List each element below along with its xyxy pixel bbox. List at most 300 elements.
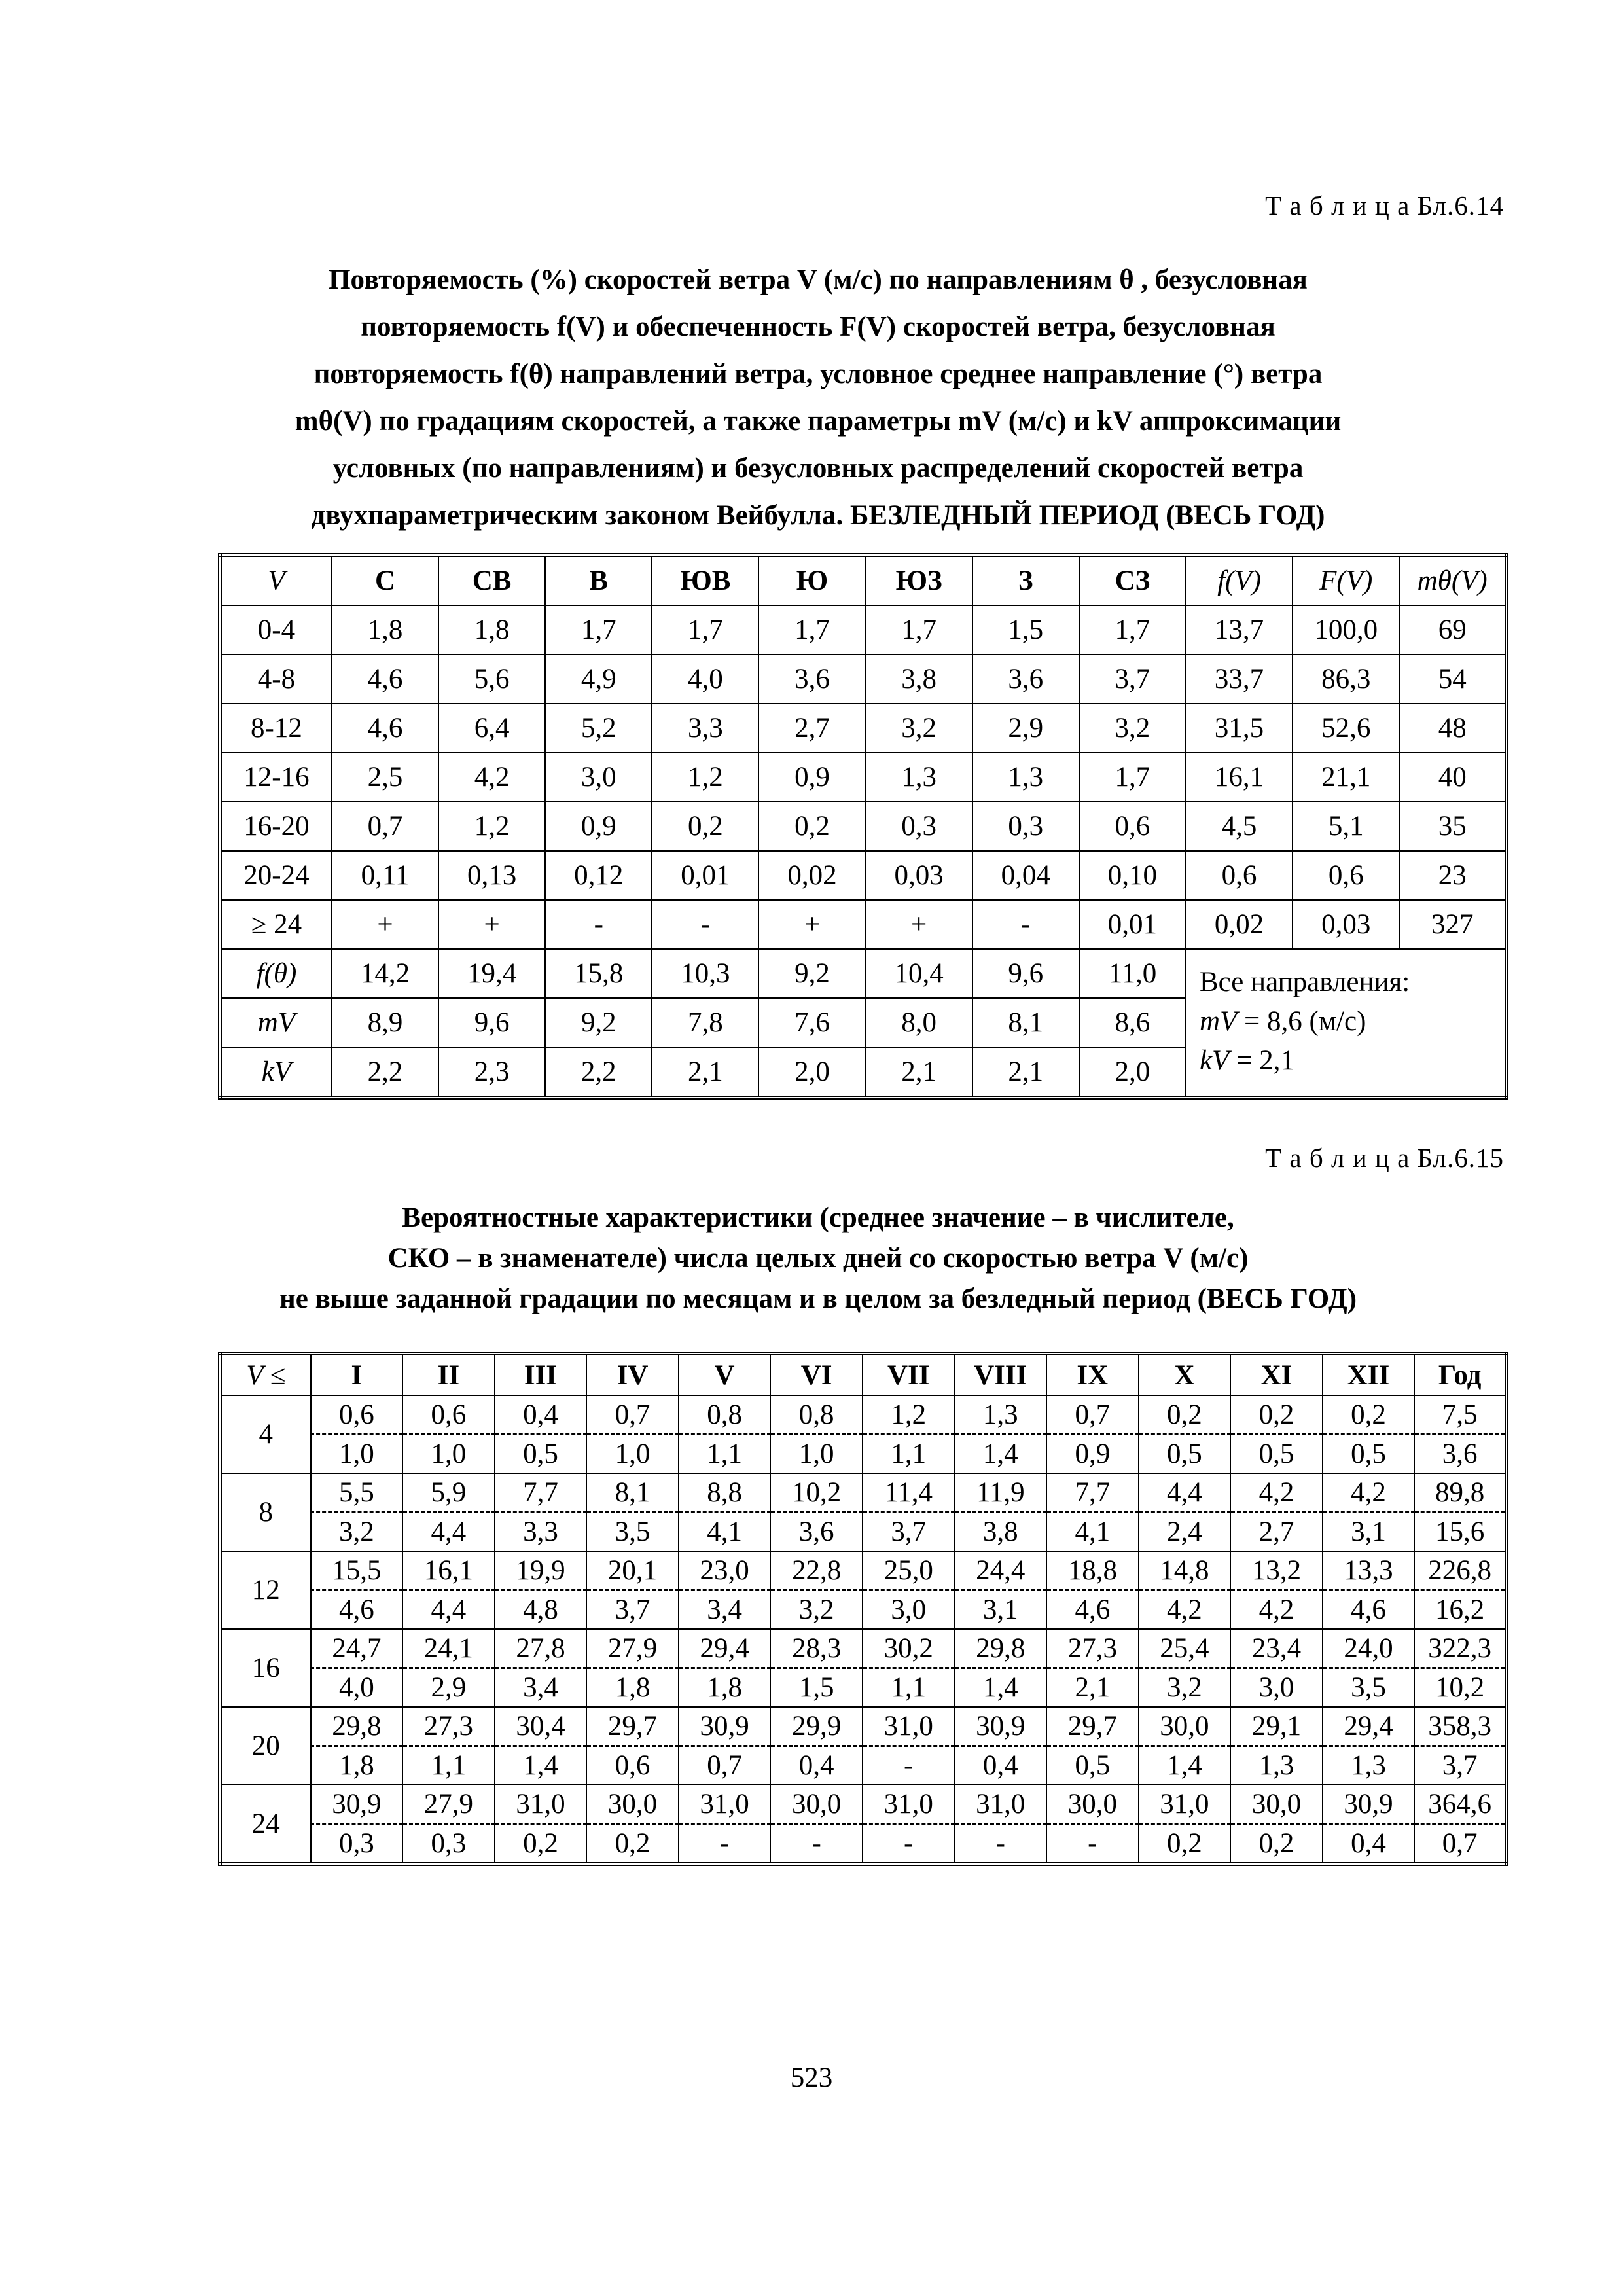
sd-value: 1,3	[1230, 1746, 1323, 1785]
table-cell: 1,8	[438, 605, 545, 655]
title-line: условных (по направлениям) и безусловных распределений скоростей ветра	[332, 453, 1304, 484]
table-cell: 1,7	[866, 605, 972, 655]
table-cell: 100,0	[1293, 605, 1399, 655]
mean-value: 27,8	[495, 1629, 587, 1668]
table-cell: 4,0	[652, 655, 758, 704]
table-cell: 40	[1399, 753, 1507, 802]
table-cell: 8,0	[866, 998, 972, 1047]
mean-value: 31,0	[863, 1707, 955, 1746]
mean-value: 29,8	[954, 1629, 1046, 1668]
column-header: F(V)	[1293, 555, 1399, 605]
table-cell: 3,2	[866, 704, 972, 753]
table-cell: +	[866, 900, 972, 949]
table-cell: 4,6	[332, 655, 438, 704]
column-header: V ≤	[220, 1354, 311, 1395]
mean-value: 23,0	[679, 1551, 771, 1590]
table-cell: 54	[1399, 655, 1507, 704]
table-cell: 1,3	[866, 753, 972, 802]
row-label: 8-12	[220, 704, 332, 753]
row-label: kV	[220, 1047, 332, 1098]
sd-value: 3,7	[586, 1590, 679, 1630]
table-cell: 0,11	[332, 851, 438, 900]
table-cell: 6,4	[438, 704, 545, 753]
column-header: IV	[586, 1354, 679, 1395]
sd-row	[220, 1435, 1507, 1474]
sd-value: -	[954, 1824, 1046, 1865]
mean-value: 19,9	[495, 1551, 587, 1590]
table-cell: 0,2	[652, 802, 758, 851]
sd-value: 1,0	[402, 1435, 495, 1474]
sd-value: 1,0	[311, 1435, 403, 1474]
table-cell: 0,3	[972, 802, 1079, 851]
sd-value: 2,1	[1046, 1668, 1139, 1708]
table-cell: 0,13	[438, 851, 545, 900]
sd-row	[220, 1746, 1507, 1785]
mean-value: 7,5	[1414, 1395, 1507, 1435]
column-header: XI	[1230, 1354, 1323, 1395]
table-cell: 15,8	[545, 949, 652, 998]
sd-value: 0,2	[1139, 1824, 1231, 1865]
sd-value: 3,1	[1323, 1513, 1415, 1552]
mean-value: 29,7	[1046, 1707, 1139, 1746]
mean-value: 30,9	[954, 1707, 1046, 1746]
sd-row	[220, 1590, 1507, 1630]
level-label: 16	[220, 1629, 311, 1707]
sd-value: 1,0	[586, 1435, 679, 1474]
mean-value: 25,4	[1139, 1629, 1231, 1668]
mean-value: 30,4	[495, 1707, 587, 1746]
mean-value: 0,8	[679, 1395, 771, 1435]
sd-value: 4,6	[311, 1590, 403, 1630]
mean-value: 24,4	[954, 1551, 1046, 1590]
sd-value: 2,9	[402, 1668, 495, 1708]
table-cell: 3,2	[1079, 704, 1186, 753]
table-cell: 3,7	[1079, 655, 1186, 704]
mean-row	[220, 1395, 1507, 1435]
mean-value: 27,3	[402, 1707, 495, 1746]
note-line: Все направления:	[1199, 967, 1410, 997]
sd-value: 1,8	[679, 1668, 771, 1708]
table-cell: +	[438, 900, 545, 949]
mean-value: 14,8	[1139, 1551, 1231, 1590]
mean-value: 0,2	[1139, 1395, 1231, 1435]
sd-value: 0,5	[1139, 1435, 1231, 1474]
level-label: 4	[220, 1395, 311, 1473]
sd-value: 3,2	[1139, 1668, 1231, 1708]
column-header: ЮВ	[652, 555, 758, 605]
table-cell: -	[545, 900, 652, 949]
table-cell: 3,0	[545, 753, 652, 802]
note-line	[1200, 1002, 1505, 1041]
mean-row	[220, 1551, 1507, 1590]
sd-value: 0,2	[1230, 1824, 1323, 1865]
mean-value: 31,0	[954, 1785, 1046, 1824]
table-cell: 1,7	[545, 605, 652, 655]
mean-value: 30,0	[1046, 1785, 1139, 1824]
table-cell: 7,8	[652, 998, 758, 1047]
table-cell: 0,9	[758, 753, 865, 802]
mean-value: 29,8	[311, 1707, 403, 1746]
table-cell: 8,6	[1079, 998, 1186, 1047]
mean-value: 4,2	[1230, 1473, 1323, 1513]
table-cell: 0,02	[1186, 900, 1293, 949]
table-cell: 2,0	[1079, 1047, 1186, 1098]
table-cell: 35	[1399, 802, 1507, 851]
table-cell: 52,6	[1293, 704, 1399, 753]
table-cell: 19,4	[438, 949, 545, 998]
note-line	[1200, 1041, 1505, 1081]
sd-value: 0,2	[586, 1824, 679, 1865]
mean-value: 24,7	[311, 1629, 403, 1668]
table-cell: 10,4	[866, 949, 972, 998]
mean-value: 29,1	[1230, 1707, 1323, 1746]
table-cell: 13,7	[1186, 605, 1293, 655]
table-cell: 0,02	[758, 851, 865, 900]
column-header: XII	[1323, 1354, 1415, 1395]
table-cell: +	[332, 900, 438, 949]
mean-value: 31,0	[1139, 1785, 1231, 1824]
sd-value: 16,2	[1414, 1590, 1507, 1630]
param-row	[220, 949, 1507, 998]
mean-value: 30,0	[586, 1785, 679, 1824]
sd-value: 1,4	[954, 1435, 1046, 1474]
sd-value: 1,4	[1139, 1746, 1231, 1785]
sd-value: 0,5	[1323, 1435, 1415, 1474]
table-cell: 1,5	[972, 605, 1079, 655]
table-row	[220, 851, 1507, 900]
title-line: повторяемость f(V) и обеспеченность F(V) скоростей ветра, безусловная	[361, 312, 1275, 342]
table-cell: 0,01	[1079, 900, 1186, 949]
table-cell: +	[758, 900, 865, 949]
column-header: ЮЗ	[866, 555, 972, 605]
sd-value: -	[1046, 1824, 1139, 1865]
mean-value: 0,8	[770, 1395, 863, 1435]
title-line: mθ(V) по градациям скоростей, а также параметры mV (м/с) и kV аппроксимации	[294, 406, 1342, 437]
table-cell: 327	[1399, 900, 1507, 949]
sd-value: 15,6	[1414, 1513, 1507, 1552]
sd-value: 3,3	[495, 1513, 587, 1552]
mean-value: 358,3	[1414, 1707, 1507, 1746]
mean-value: 8,1	[586, 1473, 679, 1513]
sd-value: 1,5	[770, 1668, 863, 1708]
sd-value: 2,4	[1139, 1513, 1231, 1552]
mean-value: 18,8	[1046, 1551, 1139, 1590]
mean-value: 30,0	[1139, 1707, 1231, 1746]
mean-value: 24,1	[402, 1629, 495, 1668]
table-cell: 9,2	[545, 998, 652, 1047]
table-cell: 4,5	[1186, 802, 1293, 851]
column-header: Ю	[758, 555, 865, 605]
table2-caption: Т а б л и ц а Бл.6.15	[1265, 1143, 1504, 1173]
mean-value: 27,9	[586, 1629, 679, 1668]
column-header: СЗ	[1079, 555, 1186, 605]
title-line: Вероятностные характеристики (среднее значение – в числителе,	[402, 1202, 1234, 1233]
mean-row	[220, 1707, 1507, 1746]
table-cell: 3,6	[972, 655, 1079, 704]
mean-value: 31,0	[863, 1785, 955, 1824]
mean-row	[220, 1473, 1507, 1513]
mean-value: 7,7	[495, 1473, 587, 1513]
table-cell: 3,6	[758, 655, 865, 704]
column-header: VI	[770, 1354, 863, 1395]
calm-days-table	[218, 1352, 1508, 1866]
sd-value: 3,0	[1230, 1668, 1323, 1708]
sd-value: 0,6	[586, 1746, 679, 1785]
table-cell: 2,3	[438, 1047, 545, 1098]
table-cell: 1,7	[1079, 753, 1186, 802]
table-cell: 4,6	[332, 704, 438, 753]
table-cell: 2,9	[972, 704, 1079, 753]
table-cell: 1,7	[758, 605, 865, 655]
table-cell: 2,0	[758, 1047, 865, 1098]
sd-value: 4,0	[311, 1668, 403, 1708]
mean-value: 0,2	[1323, 1395, 1415, 1435]
table-cell: 0,04	[972, 851, 1079, 900]
table1-caption: Т а б л и ц а Бл.6.14	[1265, 190, 1504, 221]
column-header: В	[545, 555, 652, 605]
table-cell: 8,1	[972, 998, 1079, 1047]
sd-value: 1,8	[311, 1746, 403, 1785]
sd-value: 0,2	[495, 1824, 587, 1865]
sd-row	[220, 1824, 1507, 1865]
mean-value: 24,0	[1323, 1629, 1415, 1668]
table2-title	[196, 1198, 1440, 1319]
sd-value: 3,2	[770, 1590, 863, 1630]
title-line: не выше заданной градации по месяцам и в целом за безледный период (ВЕСЬ ГОД)	[279, 1283, 1357, 1314]
table-cell: 9,6	[972, 949, 1079, 998]
sd-row	[220, 1513, 1507, 1552]
column-header: I	[311, 1354, 403, 1395]
all-directions-note	[1186, 949, 1507, 1098]
mean-value: 30,9	[1323, 1785, 1415, 1824]
column-header: VII	[863, 1354, 955, 1395]
table-cell: 0,6	[1079, 802, 1186, 851]
mean-value: 20,1	[586, 1551, 679, 1590]
table-cell: 7,6	[758, 998, 865, 1047]
sd-value: -	[863, 1746, 955, 1785]
table-cell: 0,6	[1293, 851, 1399, 900]
sd-value: 3,1	[954, 1590, 1046, 1630]
sd-value: 0,4	[1323, 1824, 1415, 1865]
table-cell: 0,3	[866, 802, 972, 851]
column-header: СВ	[438, 555, 545, 605]
table-cell: 4,9	[545, 655, 652, 704]
sd-value: 0,3	[311, 1824, 403, 1865]
row-label: mV	[220, 998, 332, 1047]
column-header: X	[1139, 1354, 1231, 1395]
mean-row	[220, 1785, 1507, 1824]
sd-value: 4,6	[1046, 1590, 1139, 1630]
table-cell: 0,03	[1293, 900, 1399, 949]
table-cell: 1,7	[1079, 605, 1186, 655]
sd-value: 4,1	[1046, 1513, 1139, 1552]
mean-value: 30,9	[311, 1785, 403, 1824]
table-cell: 31,5	[1186, 704, 1293, 753]
row-label: 4-8	[220, 655, 332, 704]
table-cell: 0,7	[332, 802, 438, 851]
sd-value: 3,0	[863, 1590, 955, 1630]
sd-value: 0,5	[1230, 1435, 1323, 1474]
mean-value: 5,9	[402, 1473, 495, 1513]
table-cell: 86,3	[1293, 655, 1399, 704]
note-var: kV	[1199, 1045, 1230, 1076]
title-line: двухпараметрическим законом Вейбулла. БЕЗЛЕДНЫЙ ПЕРИОД (ВЕСЬ ГОД)	[311, 500, 1325, 531]
note-value: = 2,1	[1229, 1045, 1294, 1076]
table-cell: 5,6	[438, 655, 545, 704]
sd-value: 0,5	[495, 1435, 587, 1474]
column-header: VIII	[954, 1354, 1046, 1395]
mean-value: 13,2	[1230, 1551, 1323, 1590]
sd-value: 0,5	[1046, 1746, 1139, 1785]
table-header-row	[220, 555, 1507, 605]
table-cell: 16,1	[1186, 753, 1293, 802]
sd-value: 4,2	[1139, 1590, 1231, 1630]
sd-value: 1,3	[1323, 1746, 1415, 1785]
level-label: 20	[220, 1707, 311, 1785]
mean-value: 0,7	[586, 1395, 679, 1435]
row-label: f(θ)	[220, 949, 332, 998]
column-header: IX	[1046, 1354, 1139, 1395]
table-cell: 3,8	[866, 655, 972, 704]
column-header: С	[332, 555, 438, 605]
mean-value: 13,3	[1323, 1551, 1415, 1590]
mean-value: 364,6	[1414, 1785, 1507, 1824]
level-label: 8	[220, 1473, 311, 1551]
mean-value: 0,4	[495, 1395, 587, 1435]
title-line: повторяемость f(θ) направлений ветра, условное среднее направление (°) ветра	[313, 359, 1323, 389]
table-cell: 1,3	[972, 753, 1079, 802]
table-cell: 2,2	[545, 1047, 652, 1098]
table-cell: 2,5	[332, 753, 438, 802]
mean-value: 10,2	[770, 1473, 863, 1513]
level-label: 24	[220, 1785, 311, 1864]
column-header: V	[220, 555, 332, 605]
sd-value: 3,2	[311, 1513, 403, 1552]
sd-value: 1,0	[770, 1435, 863, 1474]
row-label: ≥ 24	[220, 900, 332, 949]
sd-value: 2,7	[1230, 1513, 1323, 1552]
mean-value: 4,2	[1323, 1473, 1415, 1513]
mean-value: 11,9	[954, 1473, 1046, 1513]
table-cell: 11,0	[1079, 949, 1186, 998]
table-cell: 1,7	[652, 605, 758, 655]
mean-value: 22,8	[770, 1551, 863, 1590]
mean-value: 0,6	[402, 1395, 495, 1435]
sd-value: 0,9	[1046, 1435, 1139, 1474]
sd-value: 3,5	[1323, 1668, 1415, 1708]
sd-value: -	[770, 1824, 863, 1865]
row-label: 20-24	[220, 851, 332, 900]
table-cell: -	[972, 900, 1079, 949]
mean-row	[220, 1629, 1507, 1668]
mean-value: 7,7	[1046, 1473, 1139, 1513]
table-header-row	[220, 1354, 1507, 1395]
mean-value: 31,0	[495, 1785, 587, 1824]
table-cell: 2,1	[972, 1047, 1079, 1098]
mean-value: 30,0	[1230, 1785, 1323, 1824]
mean-value: 89,8	[1414, 1473, 1507, 1513]
mean-value: 23,4	[1230, 1629, 1323, 1668]
note-var: mV	[1199, 1006, 1238, 1037]
column-header: III	[495, 1354, 587, 1395]
table-cell: 8,9	[332, 998, 438, 1047]
sd-value: -	[679, 1824, 771, 1865]
table-cell: 5,1	[1293, 802, 1399, 851]
table-cell: 69	[1399, 605, 1507, 655]
mean-value: 1,3	[954, 1395, 1046, 1435]
sd-value: 4,1	[679, 1513, 771, 1552]
sd-value: 3,8	[954, 1513, 1046, 1552]
mean-value: 15,5	[311, 1551, 403, 1590]
mean-value: 31,0	[679, 1785, 771, 1824]
title-line: СКО – в знаменателе) числа целых дней со скоростью ветра V (м/с)	[387, 1243, 1249, 1274]
sd-value: 0,4	[770, 1746, 863, 1785]
mean-value: 0,6	[311, 1395, 403, 1435]
mean-value: 29,4	[679, 1629, 771, 1668]
sd-value: 3,6	[1414, 1435, 1507, 1474]
table-cell: 0,2	[758, 802, 865, 851]
column-header: f(V)	[1186, 555, 1293, 605]
level-label: 12	[220, 1551, 311, 1629]
mean-value: 28,3	[770, 1629, 863, 1668]
mean-value: 322,3	[1414, 1629, 1507, 1668]
table-cell: 2,1	[866, 1047, 972, 1098]
table-cell: 0,9	[545, 802, 652, 851]
mean-value: 16,1	[402, 1551, 495, 1590]
sd-value: 1,1	[863, 1668, 955, 1708]
table-cell: 10,3	[652, 949, 758, 998]
mean-value: 25,0	[863, 1551, 955, 1590]
sd-value: 0,3	[402, 1824, 495, 1865]
mean-value: 30,2	[863, 1629, 955, 1668]
sd-value: 1,1	[402, 1746, 495, 1785]
column-header: V	[679, 1354, 771, 1395]
table-cell: 0,10	[1079, 851, 1186, 900]
mean-value: 30,0	[770, 1785, 863, 1824]
table-cell: 48	[1399, 704, 1507, 753]
table-row	[220, 900, 1507, 949]
sd-value: 3,4	[495, 1668, 587, 1708]
sd-value: 0,7	[679, 1746, 771, 1785]
table-cell: 2,7	[758, 704, 865, 753]
table-row	[220, 753, 1507, 802]
table-cell: 21,1	[1293, 753, 1399, 802]
mean-value: 27,9	[402, 1785, 495, 1824]
mean-value: 5,5	[311, 1473, 403, 1513]
sd-value: -	[863, 1824, 955, 1865]
sd-value: 1,4	[495, 1746, 587, 1785]
table-row	[220, 605, 1507, 655]
mean-value: 0,7	[1046, 1395, 1139, 1435]
sd-value: 3,4	[679, 1590, 771, 1630]
mean-value: 29,7	[586, 1707, 679, 1746]
row-label: 0-4	[220, 605, 332, 655]
table-cell: 0,01	[652, 851, 758, 900]
note-value: = 8,6 (м/с)	[1237, 1006, 1366, 1037]
sd-value: 10,2	[1414, 1668, 1507, 1708]
mean-value: 27,3	[1046, 1629, 1139, 1668]
table-cell: -	[652, 900, 758, 949]
table-cell: 9,2	[758, 949, 865, 998]
title-line: Повторяемость (%) скоростей ветра V (м/с) по направлениям θ , безусловная	[329, 264, 1308, 295]
row-label: 12-16	[220, 753, 332, 802]
table-cell: 0,03	[866, 851, 972, 900]
sd-value: 1,1	[679, 1435, 771, 1474]
table-cell: 4,2	[438, 753, 545, 802]
table-cell: 14,2	[332, 949, 438, 998]
column-header: II	[402, 1354, 495, 1395]
sd-value: 1,1	[863, 1435, 955, 1474]
